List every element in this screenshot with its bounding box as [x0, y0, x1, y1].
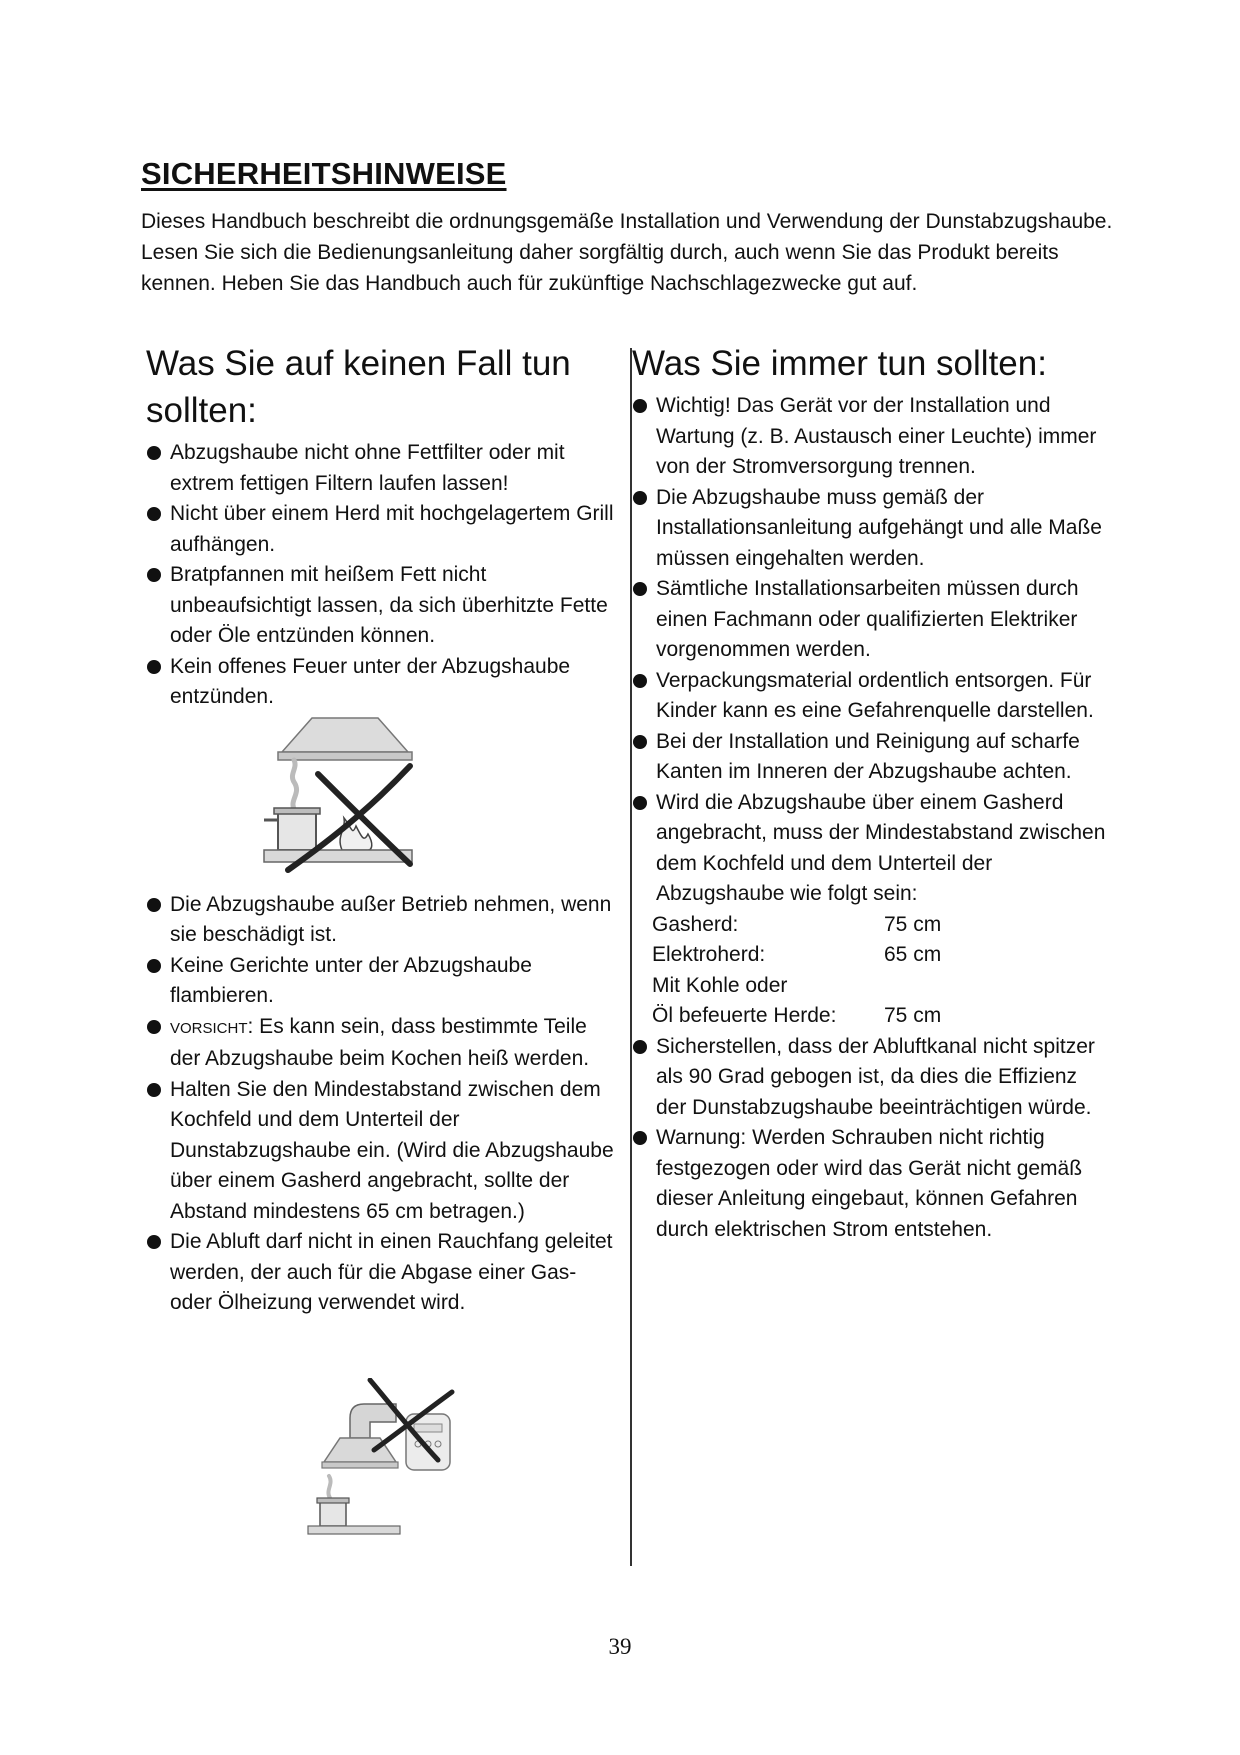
dont-heading: Was Sie auf keinen Fall tun sollten:: [146, 344, 571, 430]
list-item: Sämtliche Installationsarbeiten müssen durch einen Fachmann oder qualifizierten Elektriker vorgenommen werden.: [632, 574, 1112, 666]
do-list-b: [632, 1032, 1112, 1246]
duct-to-chimney-illustration: [300, 1378, 470, 1543]
stove-top: [264, 850, 412, 862]
list-item: Die Abzugshaube muss gemäß der Installationsanleitung aufgehängt und alle Maße müssen eingehalten werden.: [632, 483, 1112, 575]
stove-top: [308, 1526, 400, 1534]
list-item: Verpackungsmaterial ordentlich entsorgen. Für Kinder kann es eine Gefahrenquelle darstellen.: [632, 666, 1112, 727]
distance-label: Mit Kohle oder: [652, 973, 788, 997]
distance-value: 75 cm: [884, 912, 942, 936]
intro-paragraph: Dieses Handbuch beschreibt die ordnungsgemäße Installation und Verwendung der Dunstabzugshaube. Lesen Sie sich die Bedienungsanleitung daher sorgfältig durch, auch wenn Sie das Produkt bereits kennen. Heben Sie das Handbuch auch für zukünftige Nachschlagezwecke gut auf.: [141, 210, 1113, 295]
distance-label: Gasherd:: [652, 912, 739, 936]
smoke-icon: [292, 760, 296, 811]
do-list-a: [632, 391, 1112, 910]
list-item: Sicherstellen, dass der Abluftkanal nicht spitzer als 90 Grad gebogen ist, da dies die Effizienz der Dunstabzugshaube beeinträchtigen würde.: [632, 1032, 1112, 1124]
distance-value: [884, 971, 1112, 1002]
list-item: Die Abzugshaube außer Betrieb nehmen, wenn sie beschädigt ist.: [146, 890, 616, 951]
pot-icon: [317, 1498, 349, 1526]
smoke-icon: [328, 1476, 330, 1498]
list-item: Wird die Abzugshaube über einem Gasherd angebracht, muss der Mindestabstand zwischen dem Kochfeld und dem Unterteil der Abzugshaube wie folgt sein:: [632, 788, 1112, 910]
dont-list-b: [146, 890, 616, 1319]
caution-label: VORSICHT: [170, 1019, 248, 1037]
list-item: Bratpfannen mit heißem Fett nicht unbeaufsichtigt lassen, da sich überhitzte Fette oder Öle entzünden können.: [146, 560, 616, 652]
distance-table: [632, 910, 1112, 1032]
distance-label: Öl befeuerte Herde:: [652, 1004, 837, 1027]
list-item: Keine Gerichte unter der Abzugshaube flambieren.: [146, 951, 616, 1012]
fire-under-hood-illustration: [260, 716, 430, 876]
list-item: Die Abluft darf nicht in einen Rauchfang geleitet werden, der auch für die Abgase einer Gas- oder Ölheizung verwendet wird.: [146, 1227, 616, 1319]
list-item: Nicht über einem Herd mit hochgelagertem Grill aufhängen.: [146, 499, 616, 560]
page-title: SICHERHEITSHINWEISE: [141, 156, 507, 191]
hood-icon: [278, 718, 412, 760]
list-item: Halten Sie den Mindestabstand zwischen dem Kochfeld und dem Unterteil der Dunstabzugshaube ein. (Wird die Abzugshaube über einem Gasherd angebracht, sollte der Abstand mindestens 65 cm betragen.): [146, 1075, 616, 1228]
page-number: 39: [608, 1634, 632, 1659]
list-item: Wichtig! Das Gerät vor der Installation und Wartung (z. B. Austausch einer Leuchte) immer von der Stromversorgung trennen.: [632, 391, 1112, 483]
pot-icon: [264, 808, 320, 850]
list-item: Warnung: Werden Schrauben nicht richtig festgezogen oder wird das Gerät nicht gemäß dieser Anleitung eingebaut, können Gefahren durch elektrischen Strom entstehen.: [632, 1123, 1112, 1245]
list-item: Bei der Installation und Reinigung auf scharfe Kanten im Inneren der Abzugshaube achten.: [632, 727, 1112, 788]
list-item: Abzugshaube nicht ohne Fettfilter oder mit extrem fettigen Filtern laufen lassen!: [146, 438, 616, 499]
caution-text: : Es kann sein, dass bestimmte Teile der Abzugshaube beim Kochen heiß werden.: [170, 1014, 590, 1070]
do-column: [632, 340, 1112, 1245]
distance-label: Elektroherd:: [652, 943, 766, 966]
distance-value: 75 cm: [884, 1004, 942, 1027]
list-item-caution: [146, 1012, 616, 1075]
dont-list-a: [146, 438, 616, 713]
distance-value: 65 cm: [884, 943, 942, 966]
do-heading: Was Sie immer tun sollten:: [632, 344, 1047, 383]
list-item: Kein offenes Feuer unter der Abzugshaube entzünden.: [146, 652, 616, 713]
duct-icon: [350, 1404, 396, 1438]
